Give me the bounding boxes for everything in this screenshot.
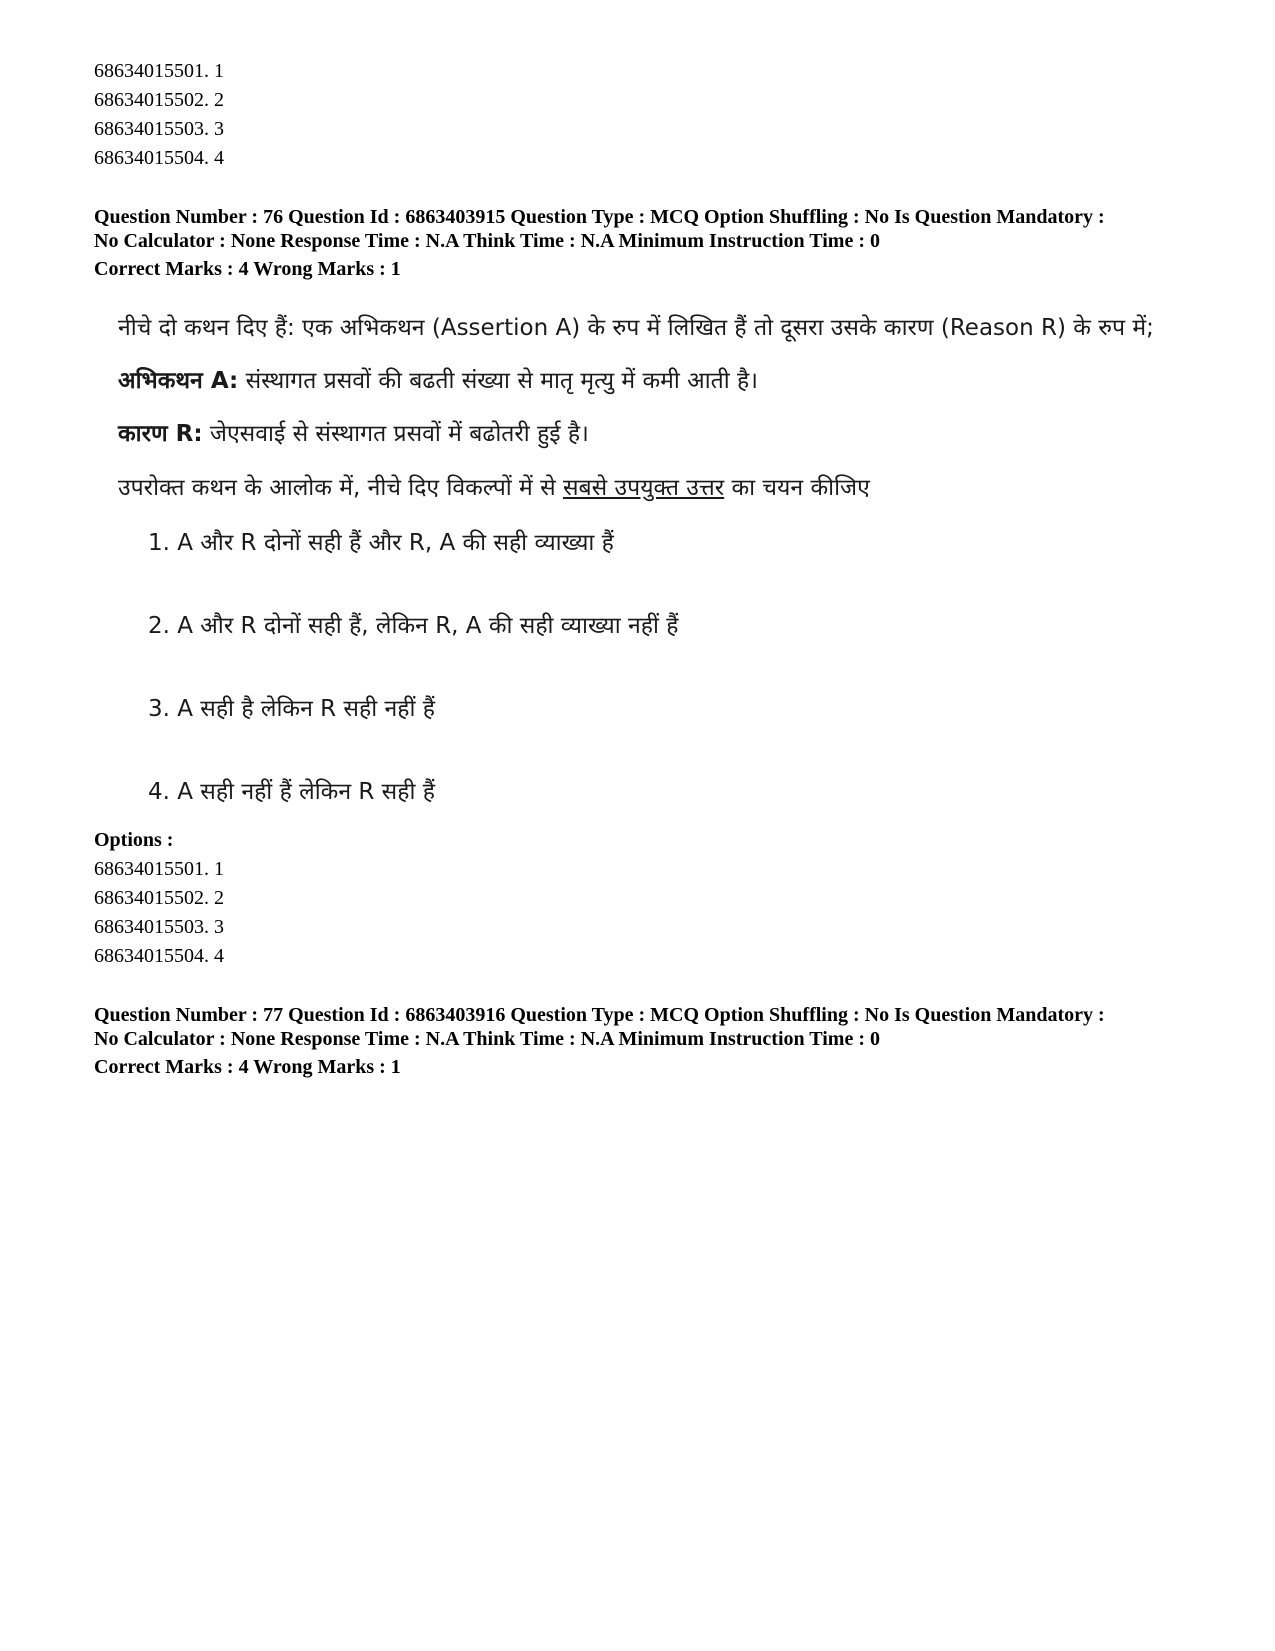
q77-header [94,1003,1194,1079]
instruction-suffix: का चयन कीजिए [724,475,870,501]
q76-meta-line1: Question Number : 76 Question Id : 6863403915 Question Type : MCQ Option Shuffling : No Is Question Mandatory : [94,206,1105,228]
q76-meta-line2: No Calculator : None Response Time : N.A Think Time : N.A Minimum Instruction Time : 0 [94,230,880,252]
q76-intro: नीचे दो कथन दिए हैं: एक अभिकथन (Assertion A) के रुप में लिखित हैं तो दूसरा उसके कारण (Reason R) के रुप में; [118,315,1154,341]
q76-choice-3: 3. A सही है लेकिन R सही नहीं हैं [148,696,435,722]
instruction-underlined: सबसे उपयुक्त उत्तर [562,475,725,501]
reason-label: कारण R: [118,421,203,447]
option-item: 68634015501. 1 [94,858,224,880]
option-item: 68634015502. 2 [94,887,224,909]
q76-question-body [118,310,1198,830]
option-item: 68634015504. 4 [94,147,224,169]
previous-options-list [94,57,1194,173]
option-item: 68634015503. 3 [94,916,224,938]
option-item: 68634015502. 2 [94,89,224,111]
option-item: 68634015503. 3 [94,118,224,140]
q76-choice-2: 2. A और R दोनों सही हैं, लेकिन R, A की सही व्याख्या नहीं हैं [148,613,679,639]
q76-header [94,205,1194,281]
q76-instruction [118,470,870,502]
q76-choice-4: 4. A सही नहीं हैं लेकिन R सही हैं [148,779,435,805]
q77-meta-line2: No Calculator : None Response Time : N.A Think Time : N.A Minimum Instruction Time : 0 [94,1028,880,1050]
q77-marks: Correct Marks : 4 Wrong Marks : 1 [94,1056,401,1078]
assertion-label: अभिकथन A: [118,368,239,394]
q76-marks: Correct Marks : 4 Wrong Marks : 1 [94,258,401,280]
options-label: Options : [94,829,174,851]
q77-meta-line1: Question Number : 77 Question Id : 6863403916 Question Type : MCQ Option Shuffling : No Is Question Mandatory : [94,1004,1105,1026]
q76-assertion [118,363,758,395]
assertion-text: संस्थागत प्रसवों की बढती संख्या से मातृ मृत्यु में कमी आती है। [238,368,758,394]
q76-options [94,826,1194,971]
q76-choice-1: 1. A और R दोनों सही हैं और R, A की सही व्याख्या हैं [148,530,614,556]
reason-text: जेएसवाई से संस्थागत प्रसवों में बढोतरी हुई है। [202,421,589,447]
option-item: 68634015504. 4 [94,945,224,967]
option-item: 68634015501. 1 [94,60,224,82]
q76-reason [118,416,589,448]
instruction-prefix: उपरोक्त कथन के आलोक में, नीचे दिए विकल्पों में से [118,475,563,501]
